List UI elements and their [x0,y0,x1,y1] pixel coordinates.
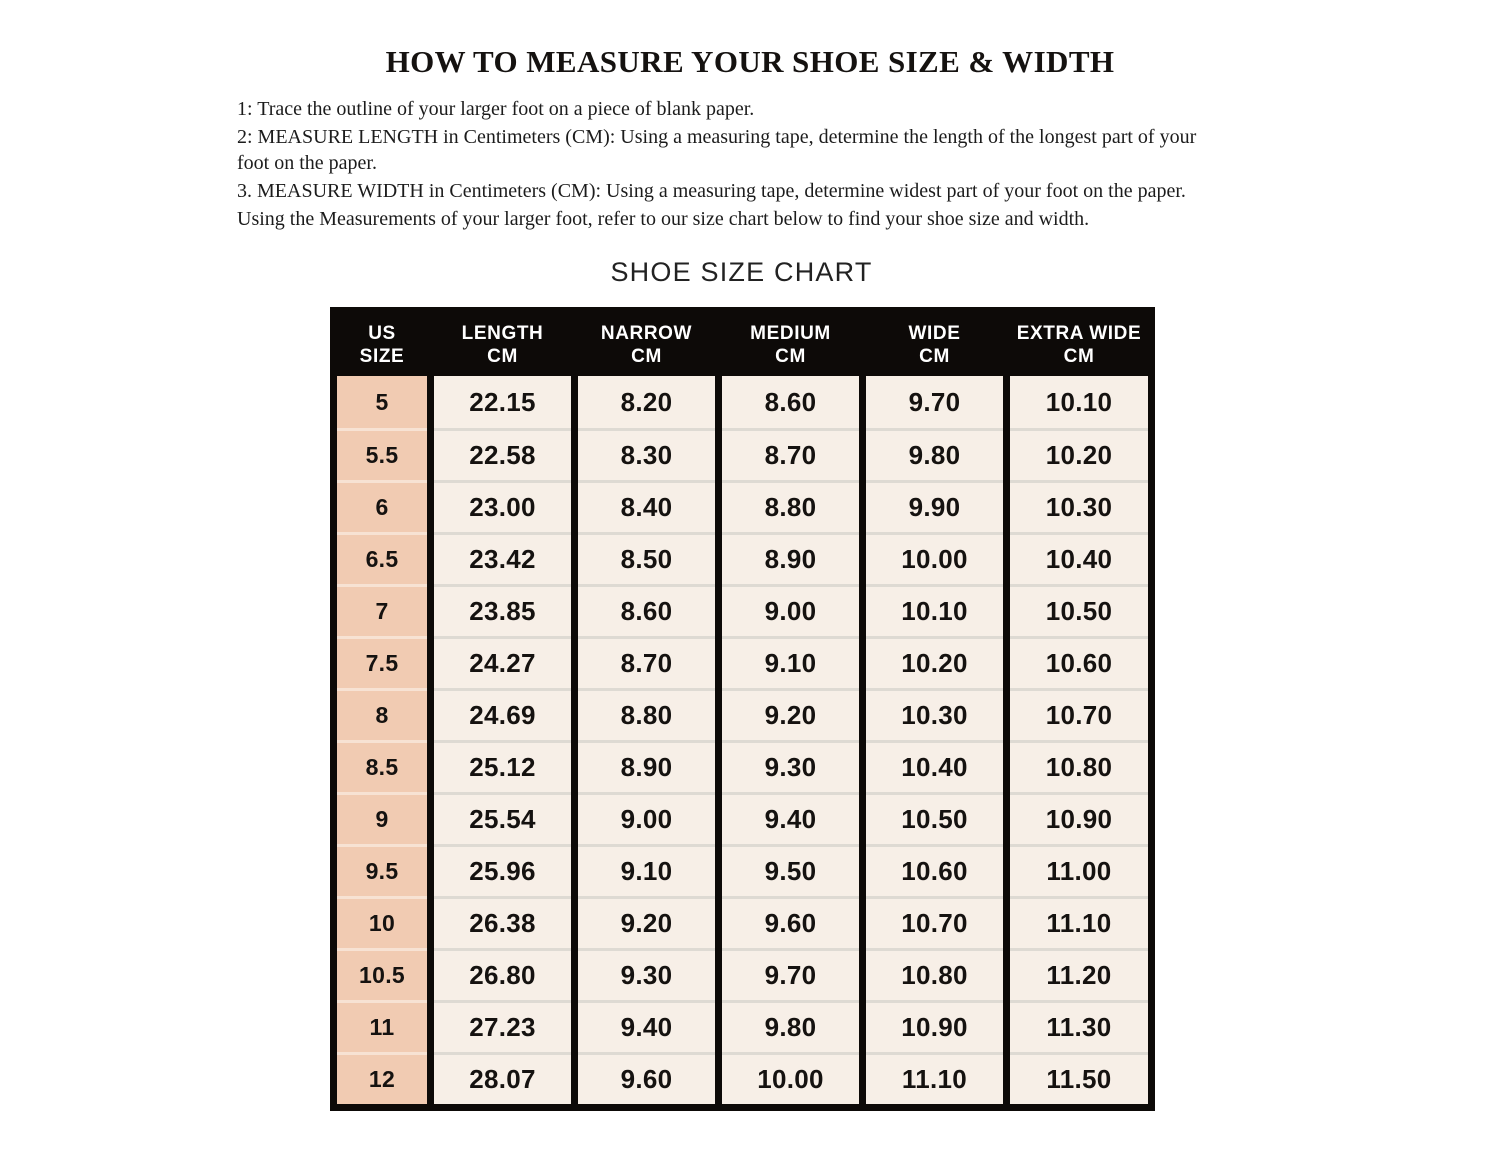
measurement-cell: 11.10 [1010,896,1148,948]
measurement-cell: 8.80 [722,480,859,532]
measurement-cell: 24.69 [434,688,571,740]
measurement-cell: 10.50 [1010,584,1148,636]
us-size-cell: 10.5 [337,948,427,1000]
measurement-cell: 9.80 [866,428,1003,480]
measurement-cell: 10.70 [1010,688,1148,740]
column-header-line: CM [919,346,950,367]
measurement-cell: 27.23 [434,1000,571,1052]
chart-title: SHOE SIZE CHART [610,257,873,287]
measurement-cell: 9.80 [722,1000,859,1052]
measurement-cell: 9.20 [578,896,715,948]
measurement-cell: 28.07 [434,1052,571,1104]
measurement-cell: 8.80 [578,688,715,740]
column-header-line: NARROW [600,322,693,344]
us-size-cell: 5 [337,376,427,428]
column-header-medium-cm [722,314,859,376]
column-header-line: EXTRA WIDE [1016,322,1142,344]
measurement-cell: 8.20 [578,376,715,428]
column-header-line: CM [1063,346,1095,367]
measurement-cell: 9.10 [722,636,859,688]
shoe-size-table [330,307,1155,1111]
measurement-cell: 22.58 [434,428,571,480]
measurement-cell: 8.90 [578,740,715,792]
measurement-cell: 10.10 [866,584,1003,636]
us-size-cell: 8 [337,688,427,740]
us-size-cell: 5.5 [337,428,427,480]
us-size-cell: 9 [337,792,427,844]
measurement-cell: 8.30 [578,428,715,480]
measurement-cell: 11.20 [1010,948,1148,1000]
measurement-cell: 8.70 [722,428,859,480]
column-header-extra-wide-cm [1010,314,1148,376]
measurement-cell: 10.90 [866,1000,1003,1052]
measurement-cell: 9.90 [866,480,1003,532]
measurement-cell: 9.60 [578,1052,715,1104]
column-header-line: MEDIUM [750,322,831,344]
measurement-cell: 10.40 [1010,532,1148,584]
measurement-cell: 9.40 [722,792,859,844]
column-header-line: LENGTH [461,322,544,344]
measurement-cell: 9.40 [578,1000,715,1052]
measurement-cell: 10.80 [866,948,1003,1000]
measurement-cell: 26.38 [434,896,571,948]
column-header-line: WIDE [908,322,961,344]
measurement-cell: 24.27 [434,636,571,688]
measurement-cell: 23.00 [434,480,571,532]
measurement-cell: 9.00 [722,584,859,636]
column-header-line: CM [775,346,806,367]
measurement-cell: 26.80 [434,948,571,1000]
measurement-cell: 10.60 [1010,636,1148,688]
us-size-cell: 11 [337,1000,427,1052]
column-header-line: SIZE [359,346,405,367]
us-size-cell: 9.5 [337,844,427,896]
measurement-cell: 10.00 [722,1052,859,1104]
measurement-cell: 10.20 [866,636,1003,688]
page-title: HOW TO MEASURE YOUR SHOE SIZE & WIDTH [385,44,1115,79]
measurement-cell: 10.30 [866,688,1003,740]
us-size-cell: 12 [337,1052,427,1104]
instruction-step-3: 3. MEASURE WIDTH in Centimeters (CM): Using a measuring tape, determine widest part of your foot on the paper. [237,180,1186,202]
measurement-cell: 9.70 [866,376,1003,428]
measurement-cell: 10.10 [1010,376,1148,428]
us-size-cell: 8.5 [337,740,427,792]
instruction-step-2: 2: MEASURE LENGTH in Centimeters (CM): Using a measuring tape, determine the length of the longest part of your foot on the paper. [237,126,1197,174]
measurement-cell: 11.00 [1010,844,1148,896]
measurement-cell: 10.00 [866,532,1003,584]
measurement-cell: 23.42 [434,532,571,584]
measurement-cell: 10.80 [1010,740,1148,792]
measurement-cell: 11.50 [1010,1052,1148,1104]
column-header-length-cm [434,314,571,376]
instruction-note: Using the Measurements of your larger foot, refer to our size chart below to find your shoe size and width. [237,208,1090,230]
measurement-cell: 25.12 [434,740,571,792]
measurement-cell: 9.70 [722,948,859,1000]
measurement-cell: 10.70 [866,896,1003,948]
instruction-step-1: 1: Trace the outline of your larger foot on a piece of blank paper. [237,98,755,120]
us-size-cell: 10 [337,896,427,948]
measurement-cell: 11.10 [866,1052,1003,1104]
measurement-cell: 9.30 [578,948,715,1000]
measurement-cell: 11.30 [1010,1000,1148,1052]
us-size-cell: 7.5 [337,636,427,688]
column-header-line: CM [631,346,662,367]
column-header-narrow-cm [578,314,715,376]
us-size-cell: 6.5 [337,532,427,584]
us-size-cell: 7 [337,584,427,636]
measurement-cell: 10.30 [1010,480,1148,532]
measurement-cell: 9.60 [722,896,859,948]
measurement-cell: 8.70 [578,636,715,688]
column-header-wide-cm [866,314,1003,376]
measurement-cell: 10.40 [866,740,1003,792]
measurement-cell: 25.54 [434,792,571,844]
measurement-cell: 8.40 [578,480,715,532]
column-header-line: US [368,322,396,344]
measurement-cell: 9.20 [722,688,859,740]
column-header-us-size [337,314,427,376]
measurement-cell: 10.90 [1010,792,1148,844]
size-guide-page [0,44,1500,1111]
us-size-cell: 6 [337,480,427,532]
measurement-cell: 9.00 [578,792,715,844]
measurement-cell: 9.10 [578,844,715,896]
measurement-cell: 8.90 [722,532,859,584]
measurement-cell: 8.60 [722,376,859,428]
measurement-cell: 22.15 [434,376,571,428]
measurement-cell: 10.50 [866,792,1003,844]
measurement-cell: 9.30 [722,740,859,792]
measurement-cell: 25.96 [434,844,571,896]
column-header-line: CM [487,346,518,367]
measurement-cell: 8.50 [578,532,715,584]
measurement-cell: 10.20 [1010,428,1148,480]
measuring-instructions [237,96,1219,232]
measurement-cell: 9.50 [722,844,859,896]
measurement-cell: 10.60 [866,844,1003,896]
measurement-cell: 23.85 [434,584,571,636]
measurement-cell: 8.60 [578,584,715,636]
